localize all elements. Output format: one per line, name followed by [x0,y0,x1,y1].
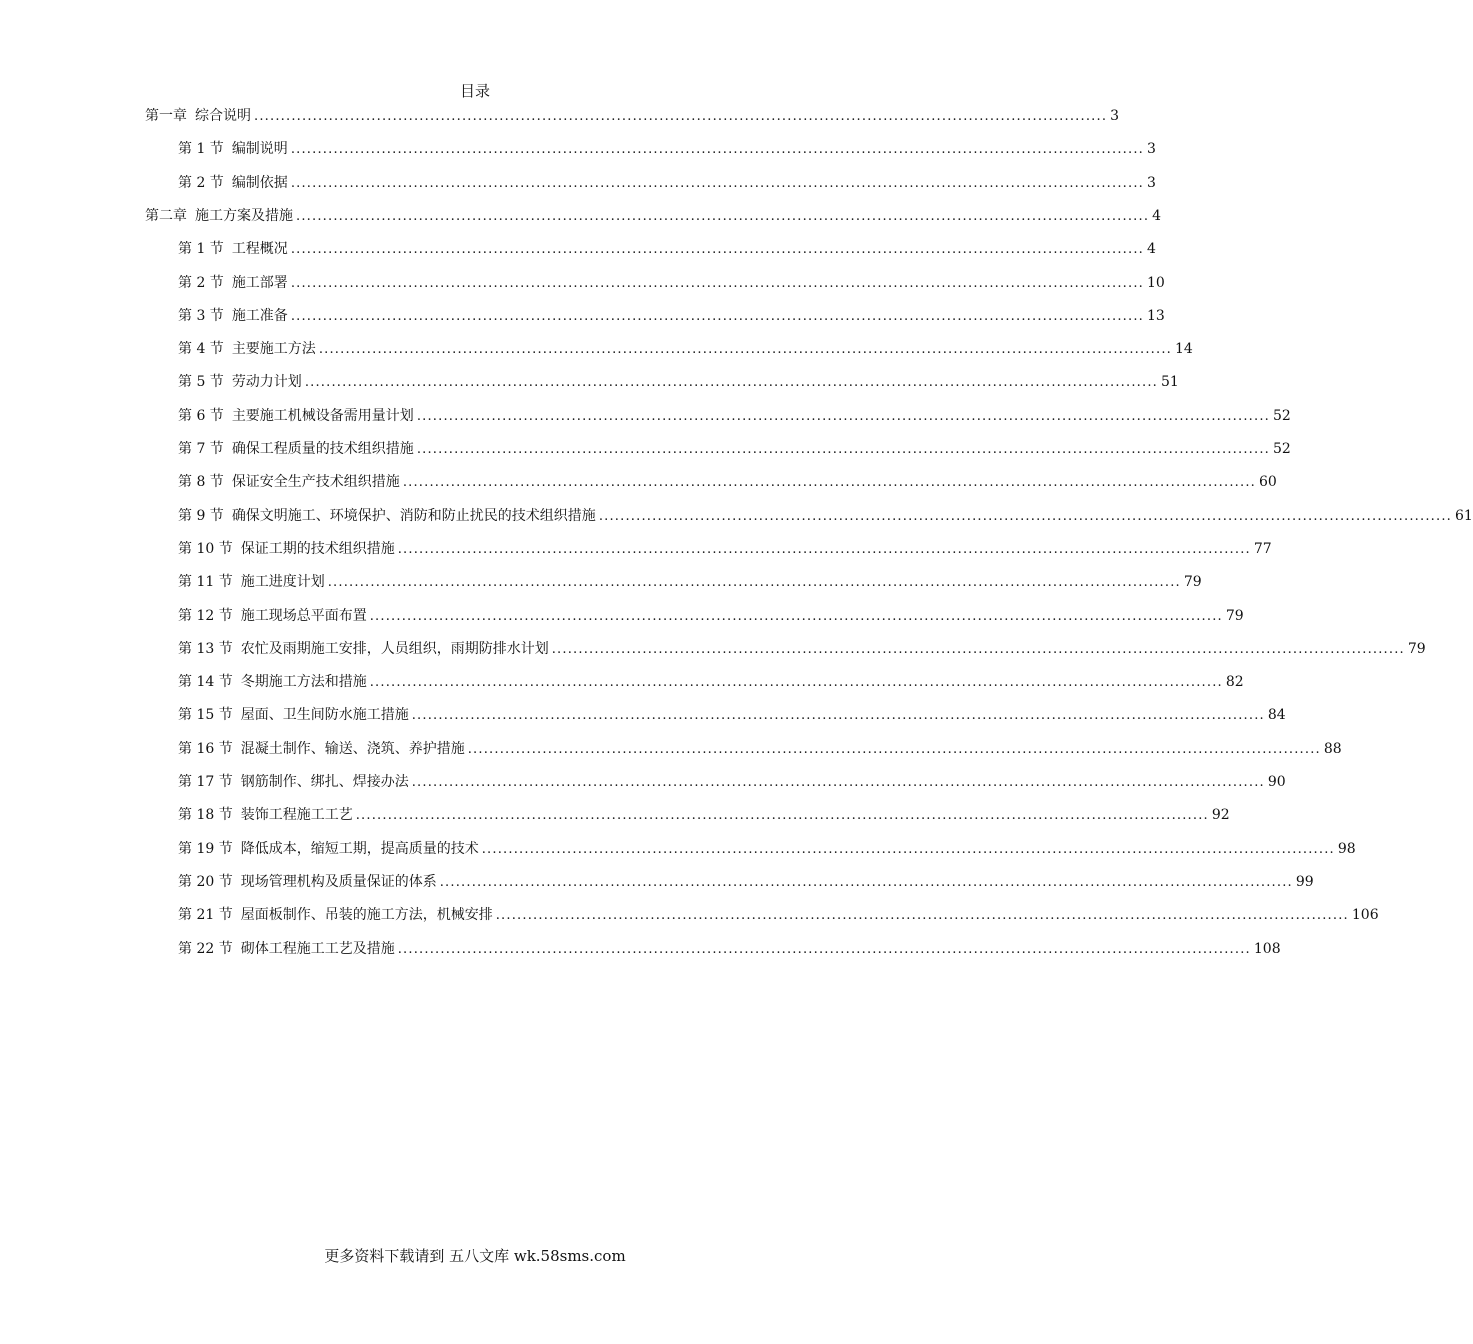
toc-entry-label: 现场管理机构及质量保证的体系 [240,873,437,890]
toc-entry-number: 第 11 节 [178,574,233,591]
toc-entry[interactable] [178,904,1379,926]
toc-entry-number: 第 13 节 [178,640,233,657]
toc-entry-label: 编制依据 [231,174,288,191]
toc-entry-page: 52 [1272,407,1291,424]
toc-entry-number: 第 1 节 [178,241,224,258]
toc-entry[interactable] [178,138,1156,160]
toc-entry-label: 保证安全生产技术组织措施 [231,474,400,491]
toc-entry-page: 79 [1183,574,1202,591]
toc-entry-label: 施工进度计划 [240,574,325,591]
toc-entry[interactable] [178,505,1473,527]
toc-entry-number: 第 5 节 [178,374,224,391]
toc-leader-dots: ................................................................................................................................................................ [369,608,1223,624]
toc-entry-page: 60 [1258,474,1277,491]
toc-entry-number: 第一章 [145,108,187,124]
toc-entry[interactable] [178,538,1272,560]
toc-entry-label: 确保工程质量的技术组织措施 [231,441,414,457]
toc-entry-number: 第 9 节 [178,507,224,524]
toc-leader-dots: ................................................................................................................................................................ [416,442,1270,457]
toc-entry-number: 第 21 节 [178,907,233,924]
toc-entry-label: 综合说明 [195,108,251,124]
toc-leader-dots: ................................................................................................................................................................ [467,741,1321,757]
toc-entry-page: 13 [1146,307,1165,324]
toc-entry-page: 52 [1272,441,1291,457]
toc-entry-label: 编制说明 [231,141,288,158]
toc-leader-dots: ................................................................................................................................................................ [296,208,1150,224]
toc-entry-number: 第 12 节 [178,607,233,624]
toc-entry-number: 第 19 节 [178,840,233,857]
toc-entry-label: 施工方案及措施 [195,207,293,224]
toc-entry-page: 99 [1295,873,1314,890]
toc-entry-number: 第 1 节 [178,141,224,158]
toc-entry[interactable] [178,838,1356,860]
toc-entry[interactable] [178,605,1244,627]
toc-leader-dots: ................................................................................................................................................................ [369,675,1223,691]
toc-entry-number: 第 17 节 [178,774,233,790]
toc-entry-label: 保证工期的技术组织措施 [240,540,395,557]
toc-leader-dots: ................................................................................................................................................................ [411,708,1265,724]
toc-entry[interactable] [178,438,1291,460]
toc-entry-number: 第 2 节 [178,274,224,291]
toc-entry-label: 混凝土制作、输送、浇筑、养护措施 [240,740,465,757]
toc-entry-number: 第 16 节 [178,740,233,757]
toc-entry-label: 装饰工程施工工艺 [240,807,353,824]
toc-leader-dots: ................................................................................................................................................................ [290,275,1144,291]
toc-entry-label: 降低成本，缩短工期，提高质量的技术 [240,840,479,857]
toc-entry-page: 4 [1152,207,1162,224]
toc-entry-number: 第 18 节 [178,807,233,824]
toc-leader-dots: ................................................................................................................................................................ [397,541,1251,557]
toc-title: 目录 [459,82,490,100]
toc-entry-page: 3 [1146,174,1156,191]
toc-entry-label: 农忙及雨期施工安排，人员组织，雨期防排水计划 [240,640,549,657]
toc-entry-number: 第 3 节 [178,307,224,324]
toc-entry-page: 98 [1337,840,1356,857]
toc-entry[interactable] [178,238,1156,260]
toc-entry[interactable] [178,671,1244,693]
toc-leader-dots: ................................................................................................................................................................ [290,175,1144,191]
toc-entry-number: 第 14 节 [178,674,233,691]
toc-entry-label: 主要施工机械设备需用量计划 [231,407,414,424]
toc-entry[interactable] [178,371,1179,393]
toc-leader-dots: ................................................................................................................................................................ [318,342,1172,358]
toc-leader-dots: ................................................................................................................................................................ [304,375,1158,391]
toc-entry-number: 第 2 节 [178,174,224,191]
toc-entry[interactable] [178,338,1193,360]
toc-entry-page: 106 [1351,907,1379,924]
toc-leader-dots: ................................................................................................................................................................ [290,242,1144,258]
toc-entry-page: 3 [1146,141,1156,158]
toc-entry-label: 工程概况 [231,241,288,258]
toc-entry-number: 第 20 节 [178,873,233,890]
toc-entry-label: 砌体工程施工工艺及措施 [240,940,395,957]
toc-entry[interactable] [178,938,1281,960]
toc-entry-number: 第 7 节 [178,441,224,457]
toc-leader-dots: ................................................................................................................................................................ [551,641,1405,657]
toc-entry[interactable] [145,105,1120,127]
toc-entry-number: 第 4 节 [178,341,224,358]
toc-entry-label: 冬期施工方法和措施 [240,674,367,691]
toc-entry-label: 确保文明施工、环境保护、消防和防止扰民的技术组织措施 [231,507,596,524]
toc-entry-page: 10 [1146,274,1165,291]
toc-leader-dots: ................................................................................................................................................................ [355,808,1209,824]
toc-leader-dots: ................................................................................................................................................................ [254,109,1108,124]
toc-entry[interactable] [178,704,1286,726]
toc-leader-dots: ................................................................................................................................................................ [290,142,1144,158]
toc-entry-page: 51 [1160,374,1179,391]
toc-leader-dots: ................................................................................................................................................................ [439,874,1293,890]
toc-entry-page: 61 [1454,507,1473,524]
toc-entry-number: 第 22 节 [178,940,233,957]
toc-entry-page: 77 [1253,540,1272,557]
toc-entry[interactable] [145,205,1162,227]
toc-entry-number: 第 10 节 [178,540,233,557]
toc-entry-label: 施工部署 [231,274,288,291]
toc-entry-number: 第 6 节 [178,407,224,424]
toc-entry[interactable] [178,638,1426,660]
toc-entry[interactable] [178,305,1165,327]
toc-leader-dots: ................................................................................................................................................................ [327,575,1181,591]
toc-entry-number: 第 8 节 [178,474,224,491]
toc-leader-dots: ................................................................................................................................................................ [481,841,1335,857]
toc-entry[interactable] [178,738,1342,760]
toc-entry-page: 88 [1323,740,1342,757]
toc-entry-page: 90 [1267,774,1286,790]
toc-entry[interactable] [178,871,1314,893]
toc-entry[interactable] [178,804,1230,826]
toc-entry-label: 屋面、卫生间防水施工措施 [240,707,409,724]
toc-leader-dots: ................................................................................................................................................................ [598,508,1452,524]
toc-entry[interactable] [178,571,1202,593]
toc-leader-dots: ................................................................................................................................................................ [416,408,1270,424]
toc-entry-label: 屋面板制作、吊装的施工方法，机械安排 [240,907,493,924]
toc-entry-label: 劳动力计划 [231,374,302,391]
toc-entry-label: 施工准备 [231,307,288,324]
toc-entry-page: 108 [1253,940,1281,957]
toc-entry-number: 第 15 节 [178,707,233,724]
toc-entry-page: 79 [1407,640,1426,657]
toc-leader-dots: ................................................................................................................................................................ [495,908,1349,924]
toc-entry-page: 3 [1110,108,1120,124]
toc-leader-dots: ................................................................................................................................................................ [411,775,1265,790]
toc-entry[interactable] [178,272,1165,294]
toc-entry[interactable] [178,172,1156,194]
toc-entry-page: 79 [1225,607,1244,624]
toc-entry[interactable] [178,771,1286,793]
toc-entry[interactable] [178,471,1277,493]
toc-entry-label: 钢筋制作、绑扎、焊接办法 [240,774,409,790]
toc-entry-page: 92 [1211,807,1230,824]
toc-entry-label: 主要施工方法 [231,341,316,358]
toc-entry[interactable] [178,405,1291,427]
toc-entry-page: 82 [1225,674,1244,691]
toc-entry-page: 4 [1146,241,1156,258]
toc-entry-page: 14 [1174,341,1193,358]
toc-entry-label: 施工现场总平面布置 [240,607,367,624]
footer-text: 更多资料下载请到 五八文库 wk.58sms.com [324,1247,626,1265]
toc-leader-dots: ................................................................................................................................................................ [290,308,1144,324]
toc-leader-dots: ................................................................................................................................................................ [402,475,1256,491]
toc-entry-number: 第二章 [145,207,187,224]
toc-entry-page: 84 [1267,707,1286,724]
toc-leader-dots: ................................................................................................................................................................ [397,941,1251,957]
